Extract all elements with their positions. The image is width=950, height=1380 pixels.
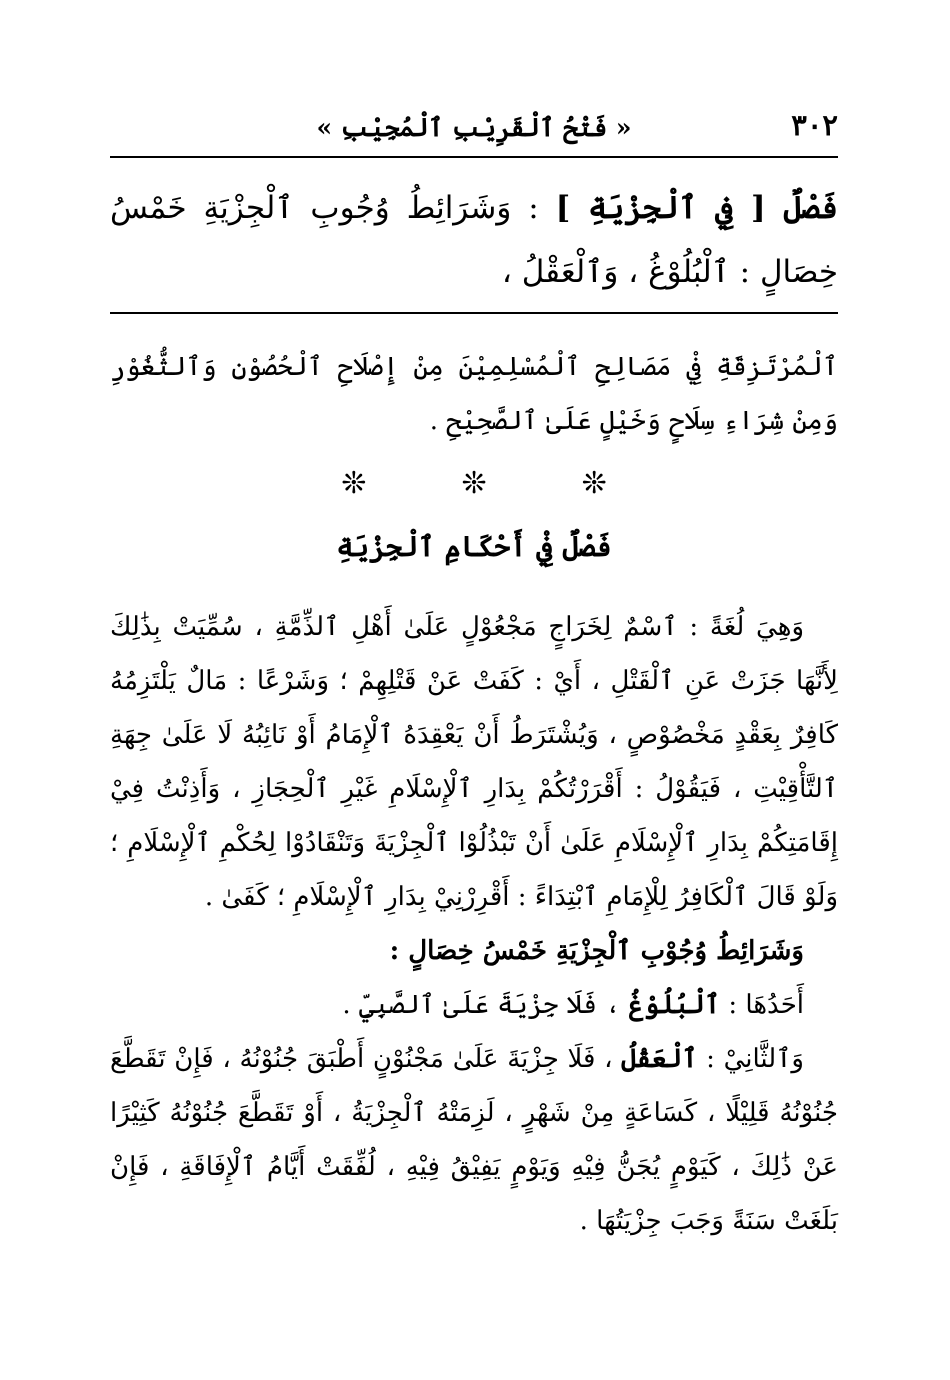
separator-stars [110, 466, 838, 501]
conditions-heading: وَشَرَائِطُ وُجُوْبِ ٱلْجِزْيَةِ خَمْسُ خِصَالٍ : [389, 936, 804, 966]
first-condition-label: أَحَدُهَا : [720, 990, 804, 1020]
separator-star: ❊ [341, 466, 367, 501]
paragraph-second-condition [110, 1032, 838, 1248]
matn-text [110, 176, 838, 304]
first-condition-text: ، فَلَا جِزْيَةَ عَلَىٰ ٱلصَّبِيِّ . [342, 990, 629, 1020]
matn-separator-rule [110, 312, 838, 314]
page-number: ٣٠٢ [791, 108, 838, 142]
matn-body: : وَشَرَائِطُ وُجُوبِ ٱلْجِزْيَةِ خَمْسُ خِصَالٍ : ٱلْبُلُوْغُ ، وَٱلْعَقْلُ ، [110, 190, 838, 290]
section-title: فَصْلٌ فِيْ أَحْكَامِ ٱلْجِزْيَةِ [336, 530, 612, 563]
main-body [110, 600, 838, 1248]
page-header [110, 104, 838, 150]
first-condition-term: ٱلْبُلُوْغُ [628, 990, 721, 1020]
separator-star: ❊ [461, 466, 487, 501]
continuation-paragraph: ٱلْمُرْتَزِقَةِ فِيْ مَصَالِحِ ٱلْمُسْلِمِيْنَ مِنْ إِصْلَاحِ ٱلْحُصُوْنِ وَٱلثُّغُوْرِ وَمِنْ شِرَاءِ سِلَاحٍ وَخَيْلٍ عَلَىٰ ٱلصَّحِيْحِ . [110, 352, 838, 436]
paragraph-conditions [110, 924, 838, 978]
second-condition-label: وَٱلثَّانِيْ : [697, 1044, 804, 1074]
separator-star: ❊ [581, 466, 607, 501]
running-title: « فَتْحُ ٱلْقَرِيْبِ ٱلْمُجِيْبِ » [316, 112, 632, 142]
paragraph-definition: وَهِيَ لُغَةً : ٱسْمٌ لِخَرَاجٍ مَجْعُوْلٍ عَلَىٰ أَهْلِ ٱلذِّمَّةِ ، سُمِّيَتْ بِذَٰلِكَ لِأَنَّهَا جَزَتْ عَنِ ٱلْقَتْلِ ، أَيْ : كَفَتْ عَنْ قَتْلِهِمْ ؛ وَشَرْعًا : مَالٌ يَلْتَزِمُهُ كَافِرٌ بِعَقْدٍ مَخْصُوْصٍ ، وَيُشْتَرَطُ أَنْ يَعْقِدَهُ ٱلْإِمَامُ أَوْ نَائِبُهُ لَا عَلَىٰ جِهَةِ ٱلتَّأْقِيْتِ ، فَيَقُوْلُ : أَقْرَرْتُكُمْ بِدَارِ ٱلْإِسْلَامِ غَيْرِ ٱلْحِجَازِ ، وَأَذِنْتُ فِيْ إِقَامَتِكُمْ بِدَارِ ٱلْإِسْلَامِ عَلَىٰ أَنْ تَبْذُلُوْا ٱلْجِزْيَةَ وَتَنْقَادُوْا لِحُكْمِ ٱلْإِسْلَامِ ؛ وَلَوْ قَالَ ٱلْكَافِرُ لِلْإِمَامِ ٱبْتِدَاءً : أَقْرِرْنِيْ بِدَارِ ٱلْإِسْلَامِ ؛ كَفَىٰ . [110, 612, 838, 912]
second-condition-text: ، فَلَا جِزْيَةَ عَلَىٰ مَجْنُوْنٍ أَطْبَقَ جُنُوْنُهُ ، فَإِنْ تَقَطَّعَ جُنُوْنُهُ قَلِيْلًا ، كَسَاعَةٍ مِنْ شَهْرٍ ، لَزِمَتْهُ ٱلْجِزْيَةُ ، أَوْ تَقَطَّعَ جُنُوْنُهُ كَثِيْرًا عَنْ ذَٰلِكَ ، كَيَوْمٍ يُجَنُّ فِيْهِ وَيَوْمٍ يَفِيْقُ فِيْهِ ، لُفِّقَتْ أَيَّامُ ٱلْإِفَاقَةِ ، فَإِنْ بَلَغَتْ سَنَةً وَجَبَ جِزْيَتُهَا . [110, 1044, 838, 1236]
header-rule [110, 156, 838, 158]
paragraph-first-condition [110, 978, 838, 1032]
second-condition-term: ٱلْعَقْلُ [621, 1044, 698, 1074]
matn-fasl-heading: فَصْلٌ [ فِي ٱلْجِزْيَةِ ] [555, 190, 838, 226]
book-page [110, 0, 838, 1380]
